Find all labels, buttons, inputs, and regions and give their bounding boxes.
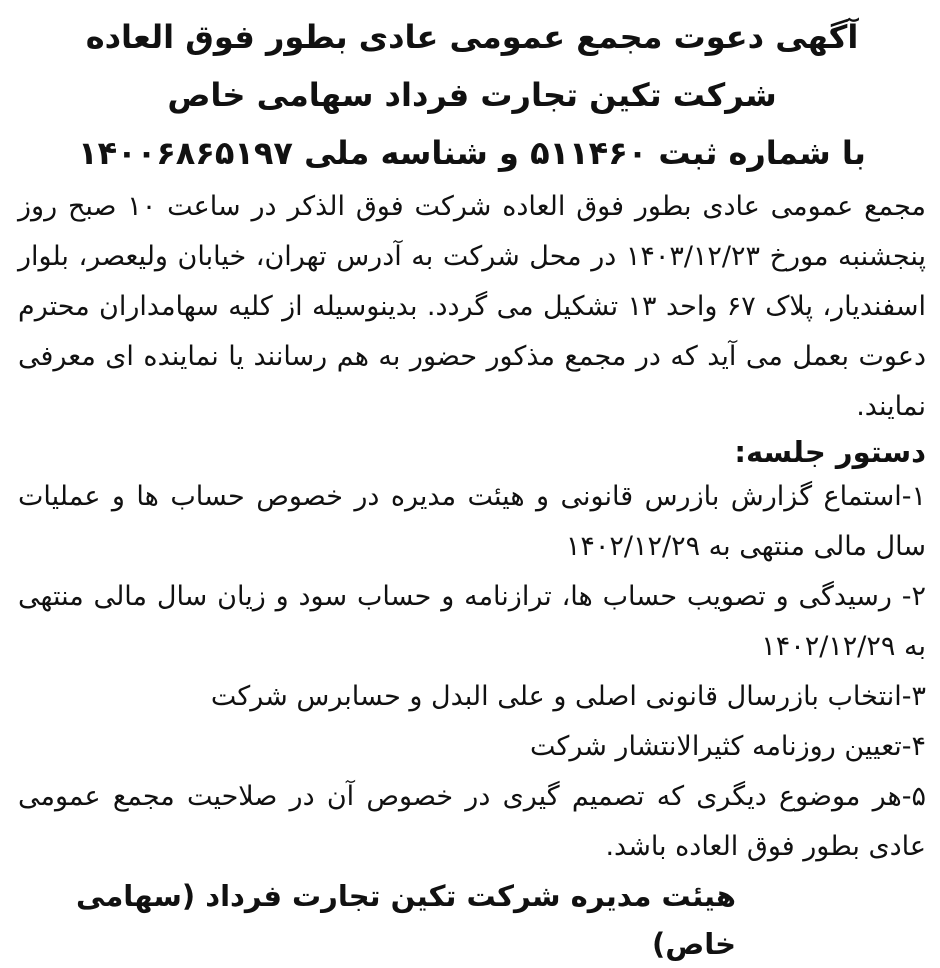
agenda-item: ۲- رسیدگی و تصویب حساب ها، ترازنامه و حساب سود و زیان سال مالی منتهی به ۱۴۰۲/۱۲/۲۹ (18, 581, 926, 662)
agenda-item: ۱-استماع گزارش بازرس قانونی و هیئت مدیره در خصوص حساب ها و عملیات سال مالی منتهی به ۱۴۰۲/۱۲/۲۹ (18, 481, 926, 562)
intro-paragraph: مجمع عمومی عادی بطور فوق العاده شرکت فوق الذکر در ساعت ۱۰ صبح روز پنجشنبه مورخ ۱۴۰۳/۱۲/۲۳ در محل شرکت به آدرس تهران، خیابان ولیعصر، بلوار اسفندیار، پلاک ۶۷ واحد ۱۳ تشکیل می گردد. بدینوسیله از کلیه سهامداران محترم دعوت بعمل می آید که در مجمع مذکور حضور به هم رسانند یا نماینده ای معرفی نمایند. (18, 191, 927, 422)
registration-info: با شماره ثبت ۵۱۱۴۶۰ و شناسه ملی ۱۴۰۰۶۸۶۵۱۹۷ (78, 134, 866, 172)
agenda-item: ۳-انتخاب بازرسال قانونی اصلی و علی البدل و حسابرس شرکت (210, 681, 926, 712)
agenda-item: ۵-هر موضوع دیگری که تصمیم گیری در خصوص آن در صلاحیت مجمع عمومی عادی بطور فوق العاده باشد. (18, 781, 926, 862)
signature: هیئت مدیره شرکت تکین تجارت فرداد (سهامی خاص) (76, 879, 736, 961)
company-name: شرکت تکین تجارت فرداد سهامی خاص (167, 76, 777, 114)
notice-title: آگهی دعوت مجمع عمومی عادی بطور فوق العاده (85, 18, 859, 56)
agenda-item: ۴-تعیین روزنامه کثیرالانتشار شرکت (529, 731, 926, 762)
agenda-list (18, 472, 926, 872)
agenda-title: دستور جلسه: (734, 435, 926, 469)
